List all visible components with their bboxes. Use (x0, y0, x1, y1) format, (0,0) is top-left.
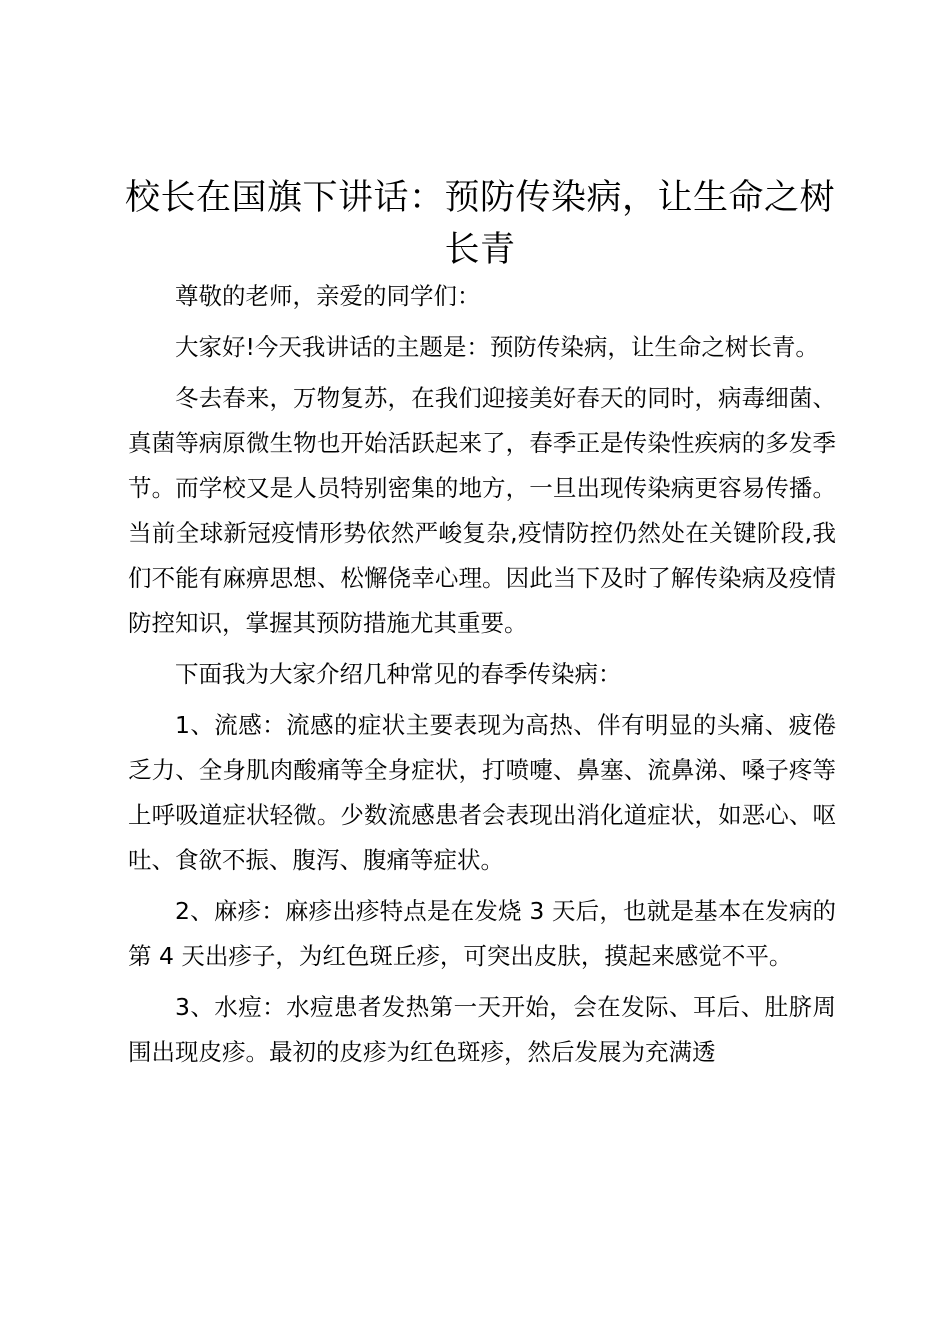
paragraph-influenza: 1、流感：流感的症状主要表现为高热、伴有明显的头痛、疲倦乏力、全身肌肉酸痛等全身症状，打喷嚏、鼻塞、流鼻涕、嗓子疼等上呼吸道症状轻微。少数流感患者会表现出消化道症状，如恶心、呕吐、食欲不振、腹泻、腹痛等症状。 (128, 711, 836, 874)
paragraph-background: 冬去春来，万物复苏，在我们迎接美好春天的同时，病毒细菌、真菌等病原微生物也开始活跃起来了，春季正是传染性疾病的多发季节。而学校又是人员特别密集的地方，一旦出现传染病更容易传播。当前全球新冠疫情形势依然严峻复杂,疫情防控仍然处在关键阶段,我们不能有麻痹思想、松懈侥幸心理。因此当下及时了解传染病及疫情防控知识，掌握其预防措施尤其重要。 (128, 384, 836, 637)
paragraph-chickenpox: 3、水痘：水痘患者发热第一天开始，会在发际、耳后、肚脐周围出现皮疹。最初的皮疹为红色斑疹，然后发展为充满透 (128, 993, 836, 1066)
paragraph-opening: 大家好!今天我讲话的主题是：预防传染病，让生命之树长青。 (175, 333, 819, 361)
paragraph-greeting: 尊敬的老师，亲爱的同学们： (175, 282, 481, 310)
document-body (128, 274, 836, 1081)
document-title: 校长在国旗下讲话：预防传染病，让生命之树长青 (124, 178, 835, 270)
paragraph-measles: 2、麻疹：麻疹出疹特点是在发烧 3 天后，也就是基本在发病的第 4 天出疹子，为红色斑丘疹，可突出皮肤，摸起来感觉不平。 (128, 897, 836, 970)
paragraph-intro: 下面我为大家介绍几种常见的春季传染病： (175, 660, 622, 688)
